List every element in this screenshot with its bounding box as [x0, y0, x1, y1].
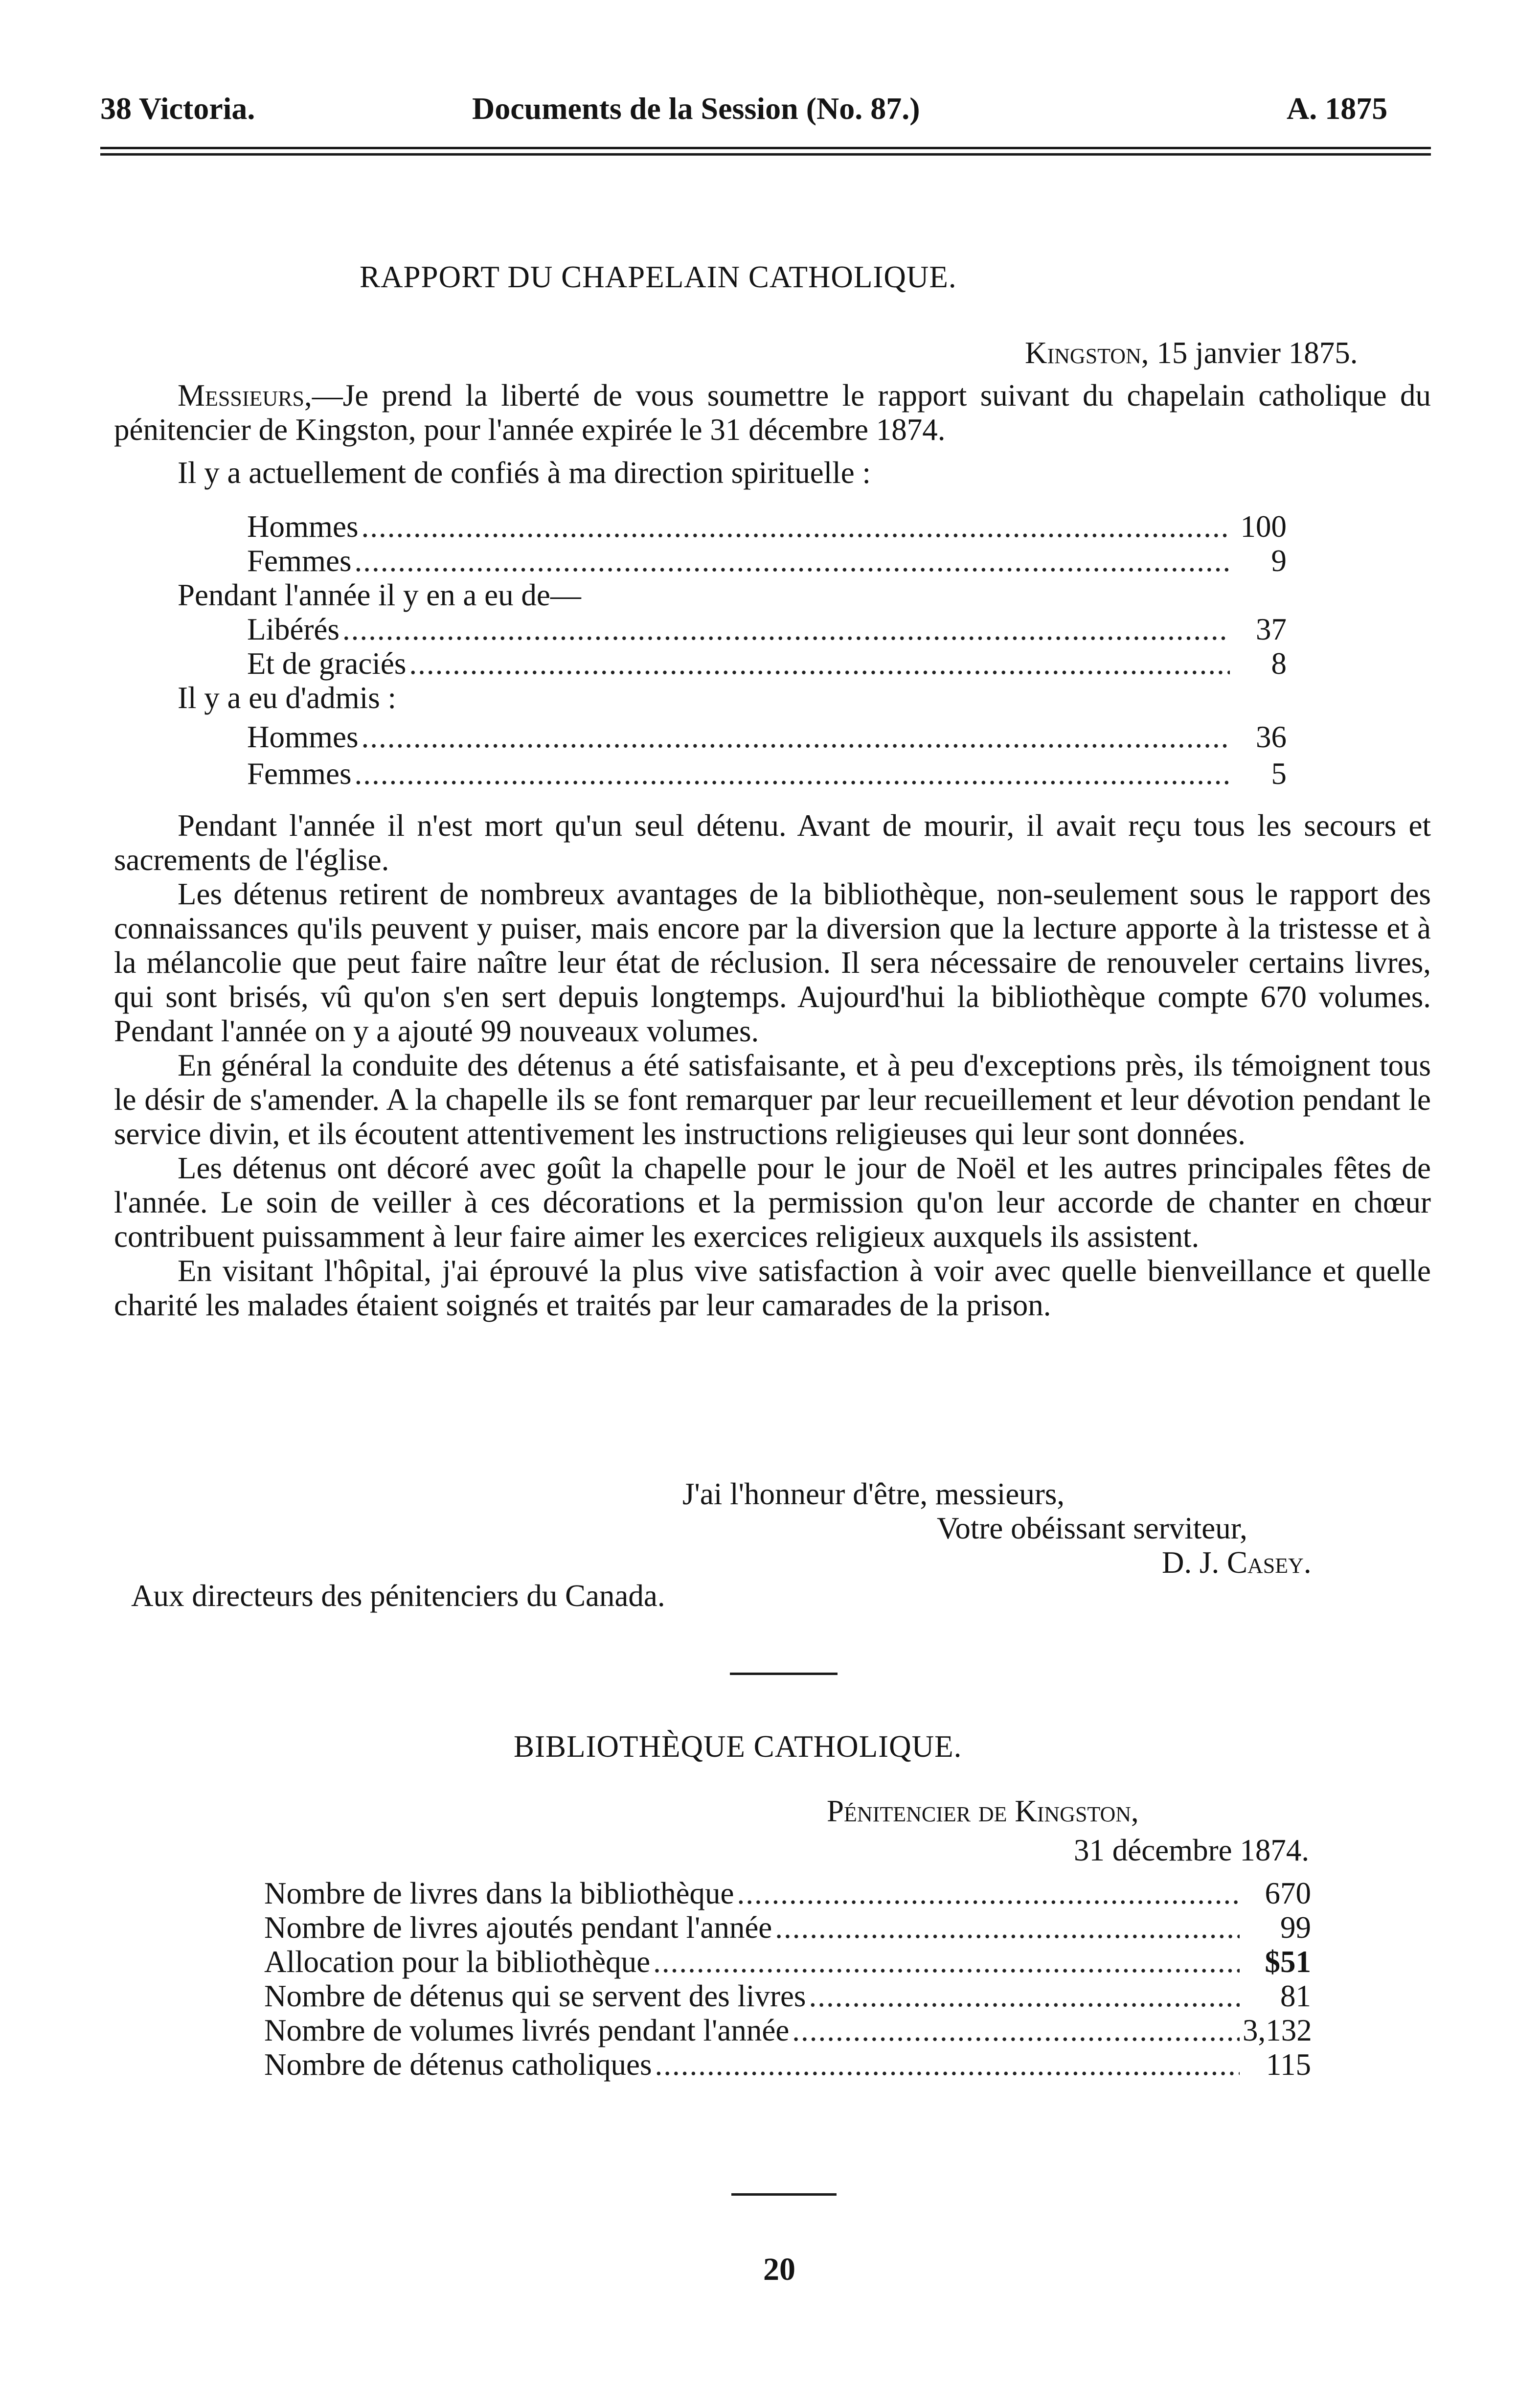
library-label: Nombre de volumes livrés pendant l'année — [264, 2013, 790, 2047]
paragraph: En visitant l'hôpital, j'ai éprouvé la plus vive satisfaction à voir avec quelle bienveillance et quelle charité les malades étaient soignés et traités par leur camarades de la prison. — [114, 1254, 1431, 1322]
library-label: Nombre de livres dans la bibliothèque — [264, 1876, 734, 1910]
dateline-place: Kingston, — [1025, 336, 1149, 370]
paragraph: En général la conduite des détenus a été satisfaisante, et à peu d'exceptions près, ils témoignent tous le désir de s'amender. A la chapelle ils se font remarquer par leur recueillement et leur dévotion pendant le service divin, et ils écoutent attentivement les instructions religieuses qui leur sont données. — [114, 1048, 1431, 1151]
header-documents: Documents de la Session (No. 87.) — [472, 91, 920, 126]
header-rule-top — [100, 147, 1431, 149]
closing-line: Votre obéissant serviteur, — [937, 1511, 1247, 1545]
intro-text: —Je prend la liberté de vous soumettre le rapport suivant du chapelain catholique du pénitencier de Kingston, pour l'année expirée le 31 décembre 1874. — [114, 378, 1431, 447]
stat-label: Hommes — [247, 720, 359, 754]
paragraph: Pendant l'année il n'est mort qu'un seul détenu. Avant de mourir, il avait reçu tous les secours et sacrements de l'église. — [114, 808, 1431, 877]
library-row — [264, 1878, 1311, 1909]
stat-label: Libérés — [247, 612, 340, 646]
library-value: 81 — [1280, 1979, 1311, 2013]
leader-dots — [737, 1878, 1240, 1909]
stat-row — [247, 546, 1287, 576]
admis-heading: Il y a eu d'admis : — [178, 681, 396, 715]
library-value: 3,132 — [1243, 2013, 1312, 2047]
salutation: Messieurs, — [178, 378, 312, 413]
library-row — [264, 2049, 1311, 2080]
report-title: RAPPORT DU CHAPELAIN CATHOLIQUE. — [360, 260, 957, 294]
addressee: Aux directeurs des pénitenciers du Canada. — [131, 1579, 665, 1613]
library-label: Nombre de livres ajoutés pendant l'année — [264, 1910, 772, 1945]
pendant-heading: Pendant l'année il y en a eu de— — [178, 578, 581, 612]
library-place: Pénitencier de Kingston, — [827, 1794, 1139, 1828]
library-date: 31 décembre 1874. — [1074, 1833, 1310, 1867]
leader-dots — [361, 511, 1230, 542]
stat-row — [247, 722, 1287, 753]
stat-row — [247, 648, 1287, 679]
leader-dots — [809, 1981, 1240, 2012]
page-number: 20 — [763, 2251, 795, 2287]
library-title: BIBLIOTHÈQUE CATHOLIQUE. — [514, 1729, 962, 1764]
leader-dots — [342, 614, 1230, 645]
section-divider — [730, 1673, 838, 1675]
direction-line: Il y a actuellement de confiés à ma direction spirituelle : — [178, 456, 871, 490]
library-row — [264, 1947, 1311, 1977]
leader-dots — [655, 2049, 1240, 2080]
header-rule-bottom — [100, 153, 1431, 156]
leader-dots — [792, 2015, 1240, 2046]
leader-dots — [355, 546, 1230, 576]
paragraph: Les détenus retirent de nombreux avantages de la bibliothèque, non-seulement sous le rapport des connaissances qu'ils peuvent y puiser, mais encore par la diversion que la lecture apporte à la tristesse et à la mélancolie que peut faire naître leur état de réclusion. Il sera nécessaire de renouveler certains livres, qui sont brisés, vû qu'on s'en sert depuis longtemps. Aujourd'hui la bibliothèque compte 670 volumes. Pendant l'année on y a ajouté 99 nouveaux volumes. — [114, 877, 1431, 1048]
stat-value: 5 — [1271, 757, 1287, 791]
leader-dots — [775, 1912, 1240, 1943]
library-value: $51 — [1265, 1945, 1311, 1979]
library-value: 115 — [1266, 2047, 1311, 2082]
leader-dots — [653, 1947, 1240, 1977]
library-label: Nombre de détenus qui se servent des livres — [264, 1979, 806, 2013]
stat-label: Et de graciés — [247, 646, 407, 681]
header-year: A. 1875 — [1287, 91, 1388, 126]
library-row — [264, 1981, 1311, 2012]
leader-dots — [409, 648, 1230, 679]
library-label: Nombre de détenus catholiques — [264, 2047, 652, 2082]
stat-value: 8 — [1271, 646, 1287, 681]
stat-row — [247, 758, 1287, 789]
stat-value: 37 — [1256, 612, 1287, 646]
library-value: 99 — [1280, 1910, 1311, 1945]
stat-value: 36 — [1256, 720, 1287, 754]
report-dateline — [1025, 338, 1358, 368]
leader-dots — [361, 722, 1230, 753]
library-label: Allocation pour la bibliothèque — [264, 1945, 651, 1979]
stat-label: Hommes — [247, 509, 359, 544]
header-volume: 38 Victoria. — [100, 91, 255, 126]
leader-dots — [355, 758, 1230, 789]
signature: D. J. Casey. — [1162, 1545, 1312, 1580]
stat-label: Femmes — [247, 757, 352, 791]
stat-value: 9 — [1271, 544, 1287, 578]
closing-line: J'ai l'honneur d'être, messieurs, — [682, 1477, 1065, 1511]
paragraph: Les détenus ont décoré avec goût la chapelle pour le jour de Noël et les autres principales fêtes de l'année. Le soin de veiller à ces décorations et la permission qu'on leur accorde de chanter en chœur contribuent puissamment à leur faire aimer les exercices religieux auxquels ils assistent. — [114, 1151, 1431, 1254]
stat-row — [247, 614, 1287, 645]
report-body — [114, 808, 1431, 1322]
report-intro — [114, 378, 1431, 447]
dateline-date: 15 janvier 1875. — [1149, 336, 1358, 370]
stat-row — [247, 511, 1287, 542]
stat-label: Femmes — [247, 544, 352, 578]
library-value: 670 — [1265, 1876, 1311, 1910]
stat-value: 100 — [1240, 509, 1287, 544]
library-row — [264, 2015, 1311, 2046]
section-divider — [731, 2193, 837, 2196]
library-row — [264, 1912, 1311, 1943]
